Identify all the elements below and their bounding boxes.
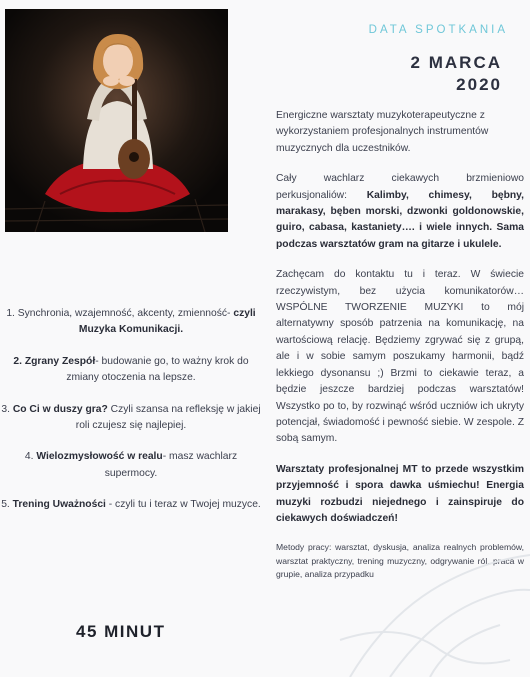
closing-text: Warsztaty profesjonalnej MT to przede wszystkim przyjemność i spora dawka uśmiechu! Energia muzyki rozbudzi niejednego i zainspiruje do ciekawych doświadczeń! [276, 463, 524, 524]
topic-bold: 2. Zgrany Zespół [13, 355, 96, 367]
topic-prefix: 5. [1, 499, 13, 511]
workshop-photo [5, 9, 228, 232]
topics-list [0, 306, 262, 529]
topic-bold: Trening Uważności [12, 499, 106, 511]
topic-bold: czyli Muzyka Komunikacji. [78, 308, 256, 336]
topic-rest: - czyli tu i teraz w Twojej muzyce. [105, 499, 261, 511]
topic-rest: - budowanie go, to ważny krok do zmiany otoczenia na lepsze. [66, 355, 249, 384]
topic-item [0, 497, 262, 513]
topic-rest: - masz wachlarz supermocy. [104, 451, 238, 479]
date-year: 2020 [456, 75, 502, 94]
date-day: 2 MARCA [410, 53, 502, 72]
topic-bold: Co Ci w duszy gra? [12, 403, 108, 415]
topic-prefix: 1. Synchronia, wzajemność, akcenty, zmienność- [6, 308, 234, 319]
date-label: DATA SPOTKANIA [368, 24, 508, 36]
intro-paragraph: Energiczne warsztaty muzykoterapeutyczne z wykorzystaniem profesjonalnych instrumentów muzycznych dla uczestników. [276, 110, 489, 154]
topic-bold: Wielozmysłowość w realu [36, 451, 163, 463]
topic-prefix: 4. [24, 451, 37, 463]
methods-paragraph: Metody pracy: warsztat, dyskusja, analiza realnych problemów, warsztat praktyczny, trening muzyczny, odgrywanie ról, praca w grupie, analiza przypadku [276, 542, 524, 580]
topic-rest: Czyli szansa na refleksję w jakiej roli czujesz się najlepiej. [75, 403, 261, 432]
instruments-paragraph [276, 171, 524, 253]
topic-item [0, 402, 262, 435]
topic-prefix: 3. [1, 403, 13, 415]
instruments-lead: Cały wachlarz ciekawych brzmieniowo perkusjonaliów: [276, 173, 524, 201]
invitation-paragraph: Zachęcam do kontaktu tu i teraz. W świecie rzeczywistym, bez użycia komunikatorów… WSPÓLNE TWORZENIE MUZYKI to mój alternatywny sposób patrzenia na komunikację, na wartościową relację. Będziemy zgrywać się z grupą, ale i w sobie samym poszukamy harmonii, bądź lekkiego dysonansu ;) Brzmi to ciekawie teraz, a będzie jeszcze bardziej podczas warsztatów! Wszystko po to, by rozwinąć wśród uczniów ich ukryty potencjał, świadomość i pewność siebie. W zespole. Z sobą samym. [276, 269, 524, 445]
topic-item [0, 306, 262, 339]
instruments-list: Kalimby, chimesy, bębny, marakasy, bęben morski, dzwonki goldonowskie, guiro, cabasa, kastaniety…. i wiele innych. Sama podczas warsztatów gram na gitarze i ukulele. [276, 189, 524, 250]
duration-label: 45 MINUT [76, 622, 166, 641]
topic-item [0, 449, 262, 482]
decorative-lines [330, 500, 530, 677]
topic-item [0, 354, 262, 387]
